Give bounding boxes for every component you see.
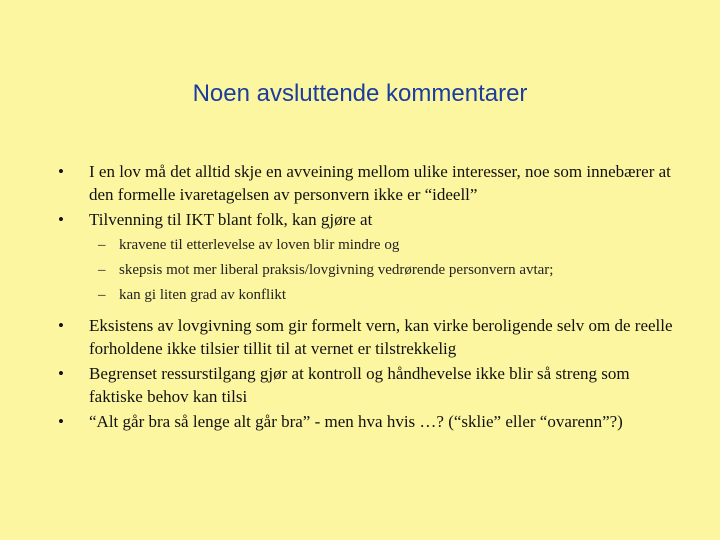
sub-item [58,283,678,308]
slide-title: Noen avsluttende kommentarer [192,80,528,107]
bullet-text: Tilvenning til IKT blant folk, kan gjøre at [89,210,373,229]
sub-item [58,258,678,283]
bullet-item [58,208,678,231]
bullet-list [58,160,678,433]
bullet-item [58,410,678,433]
bullet-icon: • [58,364,64,383]
sub-item-text: kan gi liten grad av konflikt [119,287,287,303]
bullet-text: Begrenset ressurstilgang gjør at kontroll og håndhevelse ikke blir så streng som faktiske behov kan tilsi [89,364,630,406]
bullet-item [58,314,678,360]
bullet-icon: • [58,412,64,431]
bullet-item [58,362,678,408]
bullet-item [58,160,678,206]
sub-item [58,233,678,258]
sub-item-text: kravene til etterlevelse av loven blir mindre og [119,237,400,253]
dash-icon: – [98,262,106,278]
bullet-text: Eksistens av lovgivning som gir formelt vern, kan virke beroligende selv om de reelle forholdene ikke tilsier tillit til at vernet er tilstrekkelig [89,316,673,358]
dash-icon: – [98,237,106,253]
bullet-icon: • [58,210,64,229]
bullet-icon: • [58,162,64,181]
dash-icon: – [98,287,106,303]
bullet-text: “Alt går bra så lenge alt går bra” - men hva hvis …? (“sklie” eller “ovarenn”?) [89,412,623,431]
bullet-text: I en lov må det alltid skje en avveining mellom ulike interesser, noe som innebærer at den formelle ivaretagelsen av personvern ikke er “ideell” [89,162,671,204]
bullet-icon: • [58,316,64,335]
sub-item-text: skepsis mot mer liberal praksis/lovgivning vedrørende personvern avtar; [119,262,554,278]
